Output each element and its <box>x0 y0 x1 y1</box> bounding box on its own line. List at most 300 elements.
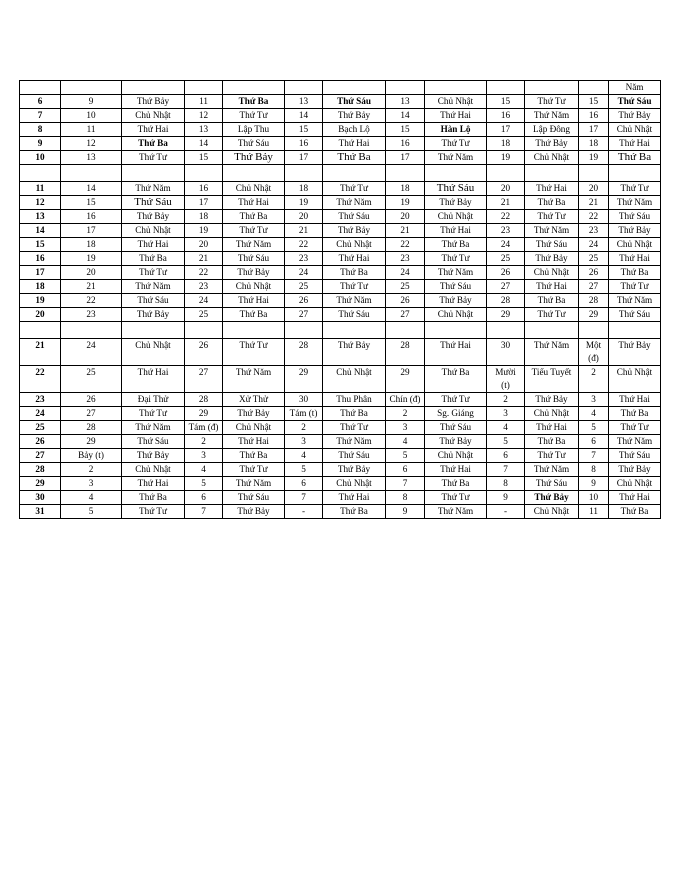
lunar-date-cell: 14 <box>386 109 425 123</box>
day-number-cell: 27 <box>20 449 61 463</box>
lunar-date-cell: 17 <box>285 151 323 165</box>
table-row <box>20 449 661 463</box>
table-row <box>20 266 661 280</box>
weekday-cell: Thứ Hai <box>122 123 185 137</box>
table-row <box>20 182 661 196</box>
weekday-cell: Thứ Năm <box>609 294 661 308</box>
day-number-cell: 16 <box>20 252 61 266</box>
lunar-date-cell: 16 <box>487 109 525 123</box>
lunar-date-cell: 27 <box>487 280 525 294</box>
weekday-cell: Thu Phân <box>323 393 386 407</box>
lunar-date-cell: 23 <box>61 308 122 322</box>
lunar-date-cell: 5 <box>61 505 122 519</box>
weekday-cell: Chủ Nhật <box>425 95 487 109</box>
weekday-cell: Thứ Hai <box>425 224 487 238</box>
lunar-date-cell: 5 <box>386 449 425 463</box>
weekday-cell: Thứ Tư <box>323 182 386 196</box>
weekday-cell: Thứ Tư <box>122 266 185 280</box>
weekday-cell: Thứ Tư <box>609 421 661 435</box>
weekday-cell: Chủ Nhật <box>122 463 185 477</box>
lunar-date-cell: 22 <box>487 210 525 224</box>
lunar-date-cell: 14 <box>185 137 223 151</box>
table-row <box>20 463 661 477</box>
lunar-date-cell: 28 <box>185 393 223 407</box>
lunar-date-cell: - <box>285 505 323 519</box>
lunar-date-cell: 21 <box>487 196 525 210</box>
lunar-date-cell: 22 <box>285 238 323 252</box>
weekday-cell: Chủ Nhật <box>525 407 579 421</box>
lunar-date-cell: 16 <box>285 137 323 151</box>
lunar-date-cell: 24 <box>285 266 323 280</box>
lunar-date-cell: 27 <box>579 280 609 294</box>
lunar-date-cell: Tám (đ) <box>185 421 223 435</box>
weekday-cell: Thứ Hai <box>323 491 386 505</box>
lunar-date-cell: 28 <box>61 421 122 435</box>
lunar-date-cell: 28 <box>386 339 425 366</box>
lunar-date-cell: 29 <box>285 366 323 393</box>
weekday-cell: Thứ Hai <box>122 477 185 491</box>
lunar-date-cell: 26 <box>386 294 425 308</box>
weekday-cell: Thứ Bảy <box>425 435 487 449</box>
weekday-cell: Thứ Sáu <box>122 196 185 210</box>
weekday-cell: Thứ Năm <box>223 366 285 393</box>
weekday-cell: Chủ Nhật <box>609 477 661 491</box>
lunar-date-cell: 2 <box>386 407 425 421</box>
weekday-cell: Thứ Bảy <box>525 393 579 407</box>
lunar-date-cell: 10 <box>61 109 122 123</box>
weekday-cell: Thứ Tư <box>525 210 579 224</box>
lunar-date-cell: 30 <box>285 393 323 407</box>
lunar-date-cell: 15 <box>487 95 525 109</box>
lunar-date-cell: 19 <box>185 224 223 238</box>
lunar-date-cell: - <box>487 505 525 519</box>
lunar-date-cell: 16 <box>185 182 223 196</box>
table-row <box>20 95 661 109</box>
weekday-cell: Thứ Ba <box>525 435 579 449</box>
weekday-cell: Thứ Hai <box>525 182 579 196</box>
lunar-date-cell: 8 <box>579 463 609 477</box>
weekday-cell: Thứ Bảy <box>122 95 185 109</box>
weekday-cell: Chủ Nhật <box>122 224 185 238</box>
weekday-cell: Thứ Hai <box>323 137 386 151</box>
lunar-date-cell: Chín (đ) <box>386 393 425 407</box>
lunar-date-cell: 29 <box>487 308 525 322</box>
day-number-cell: 9 <box>20 137 61 151</box>
lunar-date-cell: 20 <box>61 266 122 280</box>
lunar-date-cell: 21 <box>579 196 609 210</box>
weekday-cell: Thứ Sáu <box>609 95 661 109</box>
weekday-cell: Thứ Hai <box>609 491 661 505</box>
lunar-date-cell: 29 <box>386 366 425 393</box>
weekday-cell: Thứ Bảy <box>609 339 661 366</box>
weekday-cell: Tiểu Tuyết <box>525 366 579 393</box>
weekday-cell: Thứ Tư <box>425 491 487 505</box>
lunar-date-cell: 26 <box>285 294 323 308</box>
lunar-date-cell: 11 <box>579 505 609 519</box>
lunar-date-cell: 25 <box>579 252 609 266</box>
lunar-date-cell: 20 <box>579 182 609 196</box>
weekday-cell: Thứ Tư <box>122 407 185 421</box>
lunar-date-cell: 2 <box>487 393 525 407</box>
weekday-cell: Thứ Năm <box>609 435 661 449</box>
weekday-cell: Thứ Hai <box>223 196 285 210</box>
weekday-cell: Thứ Hai <box>425 463 487 477</box>
weekday-cell: Hàn Lộ <box>425 123 487 137</box>
weekday-cell: Thứ Tư <box>323 280 386 294</box>
weekday-cell: Thứ Năm <box>525 339 579 366</box>
weekday-cell: Thứ Hai <box>609 252 661 266</box>
weekday-cell: Thứ Bảy <box>609 463 661 477</box>
lunar-date-cell: 16 <box>386 137 425 151</box>
lunar-date-cell: 13 <box>61 151 122 165</box>
table-row <box>20 210 661 224</box>
weekday-cell: Thứ Sáu <box>323 95 386 109</box>
table-row <box>20 151 661 165</box>
lunar-date-cell: 3 <box>185 449 223 463</box>
lunar-date-cell: 23 <box>185 280 223 294</box>
lunar-date-cell: 4 <box>61 491 122 505</box>
lunar-date-cell: 3 <box>386 421 425 435</box>
weekday-cell: Thứ Sáu <box>223 491 285 505</box>
day-number-cell: 17 <box>20 266 61 280</box>
day-number-cell: 13 <box>20 210 61 224</box>
lunar-date-cell: 20 <box>185 238 223 252</box>
weekday-cell: Thứ Bảy <box>323 463 386 477</box>
weekday-cell: Thứ Sáu <box>425 182 487 196</box>
table-row <box>20 196 661 210</box>
weekday-cell: Chủ Nhật <box>425 308 487 322</box>
table-row <box>20 435 661 449</box>
weekday-cell: Chủ Nhật <box>525 266 579 280</box>
day-number-cell: 29 <box>20 477 61 491</box>
header-year-label: Năm <box>609 81 661 95</box>
lunar-date-cell: 17 <box>185 196 223 210</box>
lunar-date-cell: 19 <box>579 151 609 165</box>
lunar-date-cell: 2 <box>285 421 323 435</box>
table-row <box>20 109 661 123</box>
lunar-date-cell: 21 <box>386 224 425 238</box>
weekday-cell: Thứ Sáu <box>323 449 386 463</box>
weekday-cell: Thứ Tư <box>425 252 487 266</box>
table-row <box>20 421 661 435</box>
weekday-cell: Thứ Bảy <box>323 224 386 238</box>
lunar-date-cell: 12 <box>61 137 122 151</box>
weekday-cell: Thứ Hai <box>223 294 285 308</box>
weekday-cell: Chủ Nhật <box>223 421 285 435</box>
lunar-date-cell: 2 <box>185 435 223 449</box>
day-number-cell: 22 <box>20 366 61 393</box>
lunar-date-cell: 16 <box>61 210 122 224</box>
weekday-cell: Chủ Nhật <box>525 505 579 519</box>
lunar-date-cell: 23 <box>285 252 323 266</box>
lunar-date-cell: 8 <box>386 491 425 505</box>
weekday-cell: Thứ Sáu <box>525 238 579 252</box>
lunar-date-cell: 3 <box>61 477 122 491</box>
table-row <box>20 505 661 519</box>
weekday-cell: Thứ Năm <box>425 151 487 165</box>
lunar-date-cell: 20 <box>386 210 425 224</box>
weekday-cell: Thứ Ba <box>323 151 386 165</box>
weekday-cell: Thứ Năm <box>525 224 579 238</box>
lunar-date-cell: Bảy (t) <box>61 449 122 463</box>
weekday-cell: Chủ Nhật <box>609 238 661 252</box>
table-row <box>20 393 661 407</box>
day-number-cell: 28 <box>20 463 61 477</box>
day-number-cell: 8 <box>20 123 61 137</box>
weekday-cell: Xử Thử <box>223 393 285 407</box>
weekday-cell: Thứ Tư <box>223 339 285 366</box>
lunar-date-cell: 26 <box>61 393 122 407</box>
weekday-cell: Thứ Tư <box>609 182 661 196</box>
weekday-cell: Thứ Năm <box>425 266 487 280</box>
weekday-cell: Chủ Nhật <box>223 280 285 294</box>
weekday-cell: Chủ Nhật <box>223 182 285 196</box>
weekday-cell: Thứ Bảy <box>223 151 285 165</box>
lunar-date-cell: 22 <box>579 210 609 224</box>
weekday-cell: Thứ Bảy <box>525 252 579 266</box>
day-number-cell: 21 <box>20 339 61 366</box>
lunar-date-cell: 13 <box>386 95 425 109</box>
lunar-date-cell: 18 <box>285 182 323 196</box>
lunar-date-cell: 21 <box>61 280 122 294</box>
lunar-date-cell: 21 <box>185 252 223 266</box>
spacer-row <box>20 165 661 182</box>
weekday-cell: Chủ Nhật <box>323 477 386 491</box>
lunar-date-cell: 22 <box>386 238 425 252</box>
weekday-cell: Thứ Sáu <box>223 137 285 151</box>
weekday-cell: Thứ Hai <box>122 366 185 393</box>
weekday-cell: Thứ Hai <box>425 109 487 123</box>
lunar-date-cell: 13 <box>185 123 223 137</box>
weekday-cell: Chủ Nhật <box>122 109 185 123</box>
weekday-cell: Thứ Tư <box>525 95 579 109</box>
header-row <box>20 81 661 95</box>
day-number-cell: 23 <box>20 393 61 407</box>
lunar-date-cell: 6 <box>185 491 223 505</box>
weekday-cell: Thứ Tư <box>425 393 487 407</box>
weekday-cell: Thứ Bảy <box>525 491 579 505</box>
calendar-table <box>19 80 661 519</box>
weekday-cell: Thứ Tư <box>223 463 285 477</box>
weekday-cell: Chủ Nhật <box>425 449 487 463</box>
weekday-cell: Thứ Năm <box>323 294 386 308</box>
lunar-date-cell: 20 <box>487 182 525 196</box>
table-row <box>20 137 661 151</box>
weekday-cell: Chủ Nhật <box>323 238 386 252</box>
lunar-date-cell: 7 <box>285 491 323 505</box>
day-number-cell: 10 <box>20 151 61 165</box>
table-row <box>20 339 661 366</box>
weekday-cell: Thứ Tư <box>609 280 661 294</box>
weekday-cell: Thứ Hai <box>525 421 579 435</box>
lunar-date-cell: 24 <box>386 266 425 280</box>
weekday-cell: Chủ Nhật <box>525 151 579 165</box>
day-number-cell: 20 <box>20 308 61 322</box>
day-number-cell: 12 <box>20 196 61 210</box>
day-number-cell: 18 <box>20 280 61 294</box>
lunar-date-cell: 2 <box>579 366 609 393</box>
weekday-cell: Thứ Sáu <box>425 421 487 435</box>
weekday-cell: Chủ Nhật <box>323 366 386 393</box>
weekday-cell: Chủ Nhật <box>122 339 185 366</box>
lunar-date-cell: 4 <box>487 421 525 435</box>
day-number-cell: 31 <box>20 505 61 519</box>
lunar-date-cell: 4 <box>185 463 223 477</box>
day-number-cell: 24 <box>20 407 61 421</box>
day-number-cell: 25 <box>20 421 61 435</box>
lunar-date-cell: 22 <box>61 294 122 308</box>
lunar-date-cell: 7 <box>579 449 609 463</box>
weekday-cell: Thứ Ba <box>609 151 661 165</box>
lunar-date-cell: 13 <box>285 95 323 109</box>
lunar-date-cell: 3 <box>579 393 609 407</box>
weekday-cell: Thứ Năm <box>525 109 579 123</box>
weekday-cell: Thứ Năm <box>323 196 386 210</box>
lunar-date-cell: 26 <box>185 339 223 366</box>
lunar-date-cell: 18 <box>185 210 223 224</box>
weekday-cell: Thứ Sáu <box>609 449 661 463</box>
weekday-cell: Thứ Tư <box>122 505 185 519</box>
lunar-date-cell: 15 <box>285 123 323 137</box>
lunar-date-cell: 10 <box>579 491 609 505</box>
lunar-date-cell: 15 <box>61 196 122 210</box>
lunar-date-cell: 3 <box>487 407 525 421</box>
weekday-cell: Thứ Bảy <box>223 266 285 280</box>
lunar-date-cell: 7 <box>386 477 425 491</box>
lunar-date-cell: 18 <box>386 182 425 196</box>
lunar-date-cell: 9 <box>487 491 525 505</box>
lunar-date-cell: 14 <box>285 109 323 123</box>
weekday-cell: Thứ Ba <box>122 491 185 505</box>
weekday-cell: Thứ Bảy <box>609 224 661 238</box>
day-number-cell: 7 <box>20 109 61 123</box>
lunar-date-cell: 22 <box>185 266 223 280</box>
weekday-cell: Thứ Tư <box>323 421 386 435</box>
lunar-date-cell: 28 <box>579 294 609 308</box>
weekday-cell: Thứ Năm <box>323 435 386 449</box>
lunar-date-cell: 8 <box>487 477 525 491</box>
lunar-date-cell: 24 <box>579 238 609 252</box>
lunar-date-cell: 26 <box>579 266 609 280</box>
weekday-cell: Thứ Tư <box>122 151 185 165</box>
table-row <box>20 252 661 266</box>
lunar-date-cell: 5 <box>579 421 609 435</box>
table-row <box>20 224 661 238</box>
table-row <box>20 123 661 137</box>
lunar-date-cell: 16 <box>579 109 609 123</box>
lunar-date-cell: 27 <box>285 308 323 322</box>
weekday-cell: Thứ Hai <box>609 393 661 407</box>
lunar-date-cell: 6 <box>579 435 609 449</box>
weekday-cell: Thứ Năm <box>122 421 185 435</box>
weekday-cell: Thứ Bảy <box>223 505 285 519</box>
lunar-date-cell: 11 <box>185 95 223 109</box>
lunar-date-cell: 17 <box>386 151 425 165</box>
table-row <box>20 308 661 322</box>
weekday-cell: Thứ Bảy <box>122 210 185 224</box>
lunar-date-cell: 18 <box>487 137 525 151</box>
weekday-cell: Thứ Sáu <box>425 280 487 294</box>
weekday-cell: Thứ Tư <box>525 449 579 463</box>
lunar-date-cell: 7 <box>487 463 525 477</box>
day-number-cell: 15 <box>20 238 61 252</box>
lunar-date-cell: 25 <box>386 280 425 294</box>
lunar-date-cell: 17 <box>61 224 122 238</box>
weekday-cell: Thứ Năm <box>223 477 285 491</box>
lunar-date-cell: 9 <box>386 505 425 519</box>
lunar-date-cell: 20 <box>285 210 323 224</box>
table-row <box>20 294 661 308</box>
weekday-cell: Thứ Ba <box>525 294 579 308</box>
weekday-cell: Thứ Tư <box>223 224 285 238</box>
lunar-date-cell: 25 <box>61 366 122 393</box>
lunar-date-cell: 27 <box>386 308 425 322</box>
lunar-date-cell: 23 <box>487 224 525 238</box>
lunar-date-cell: 30 <box>487 339 525 366</box>
lunar-date-cell: 5 <box>487 435 525 449</box>
lunar-date-cell: 27 <box>61 407 122 421</box>
lunar-date-cell: 6 <box>386 463 425 477</box>
weekday-cell: Thứ Ba <box>609 407 661 421</box>
lunar-date-cell: 6 <box>487 449 525 463</box>
lunar-date-cell: 25 <box>185 308 223 322</box>
weekday-cell: Thứ Ba <box>122 137 185 151</box>
weekday-cell: Thứ Hai <box>425 339 487 366</box>
lunar-date-cell: 18 <box>579 137 609 151</box>
lunar-date-cell: Một (đ) <box>579 339 609 366</box>
table-row <box>20 477 661 491</box>
lunar-date-cell: 23 <box>386 252 425 266</box>
lunar-date-cell: 27 <box>185 366 223 393</box>
weekday-cell: Thứ Bảy <box>525 137 579 151</box>
lunar-date-cell: Tám (t) <box>285 407 323 421</box>
calendar-body <box>20 81 661 519</box>
weekday-cell: Thứ Sáu <box>609 308 661 322</box>
lunar-date-cell: 19 <box>61 252 122 266</box>
weekday-cell: Thứ Hai <box>122 238 185 252</box>
lunar-date-cell: 25 <box>487 252 525 266</box>
lunar-date-cell: 29 <box>185 407 223 421</box>
spacer-row <box>20 322 661 339</box>
weekday-cell: Thứ Năm <box>525 463 579 477</box>
weekday-cell: Đại Thử <box>122 393 185 407</box>
lunar-date-cell: 24 <box>487 238 525 252</box>
weekday-cell: Bạch Lộ <box>323 123 386 137</box>
lunar-date-cell: 28 <box>285 339 323 366</box>
weekday-cell: Thứ Bảy <box>223 407 285 421</box>
weekday-cell: Lập Đông <box>525 123 579 137</box>
weekday-cell: Thứ Ba <box>323 266 386 280</box>
weekday-cell: Thứ Bảy <box>609 109 661 123</box>
lunar-date-cell: 5 <box>185 477 223 491</box>
weekday-cell: Thứ Ba <box>425 477 487 491</box>
weekday-cell: Thứ Bảy <box>122 308 185 322</box>
lunar-date-cell: 26 <box>487 266 525 280</box>
table-row <box>20 366 661 393</box>
weekday-cell: Thứ Ba <box>122 252 185 266</box>
lunar-date-cell: 9 <box>61 95 122 109</box>
weekday-cell: Thứ Ba <box>223 449 285 463</box>
lunar-date-cell: 23 <box>579 224 609 238</box>
lunar-date-cell: 7 <box>185 505 223 519</box>
weekday-cell: Thứ Ba <box>223 308 285 322</box>
weekday-cell: Thứ Tư <box>223 109 285 123</box>
day-number-cell: 14 <box>20 224 61 238</box>
lunar-date-cell: 2 <box>61 463 122 477</box>
table-row <box>20 280 661 294</box>
weekday-cell: Thứ Bảy <box>122 449 185 463</box>
lunar-date-cell: 15 <box>185 151 223 165</box>
